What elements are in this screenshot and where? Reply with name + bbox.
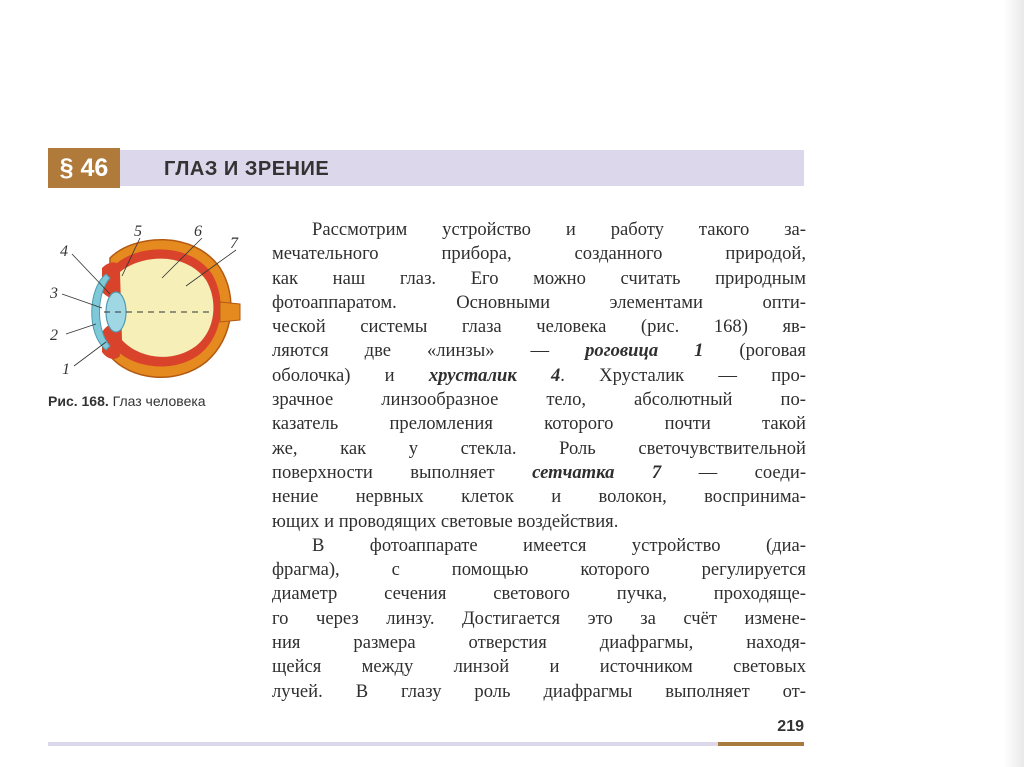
text-line: В фотоаппарате имеется устройство (диа- [312,534,806,556]
text-fragment: (роговая [739,340,806,362]
text-line: ющих и проводящих световые воздействия. [272,510,619,532]
text-line [272,364,806,388]
page-edge-shadow [1004,0,1024,767]
text-line: щейся между линзой и источником световых [272,656,806,678]
text-line: нение нервных клеток и волокон, воспринима- [272,486,806,508]
term-cornea: роговица 1 [585,340,704,362]
page-number: 219 [777,718,804,735]
text-line: ния размера отверстия диафрагмы, находя- [272,632,806,654]
eye-label-1: 1 [62,361,70,378]
eye-label-7: 7 [230,235,238,252]
text-fragment: — соеди- [698,461,807,483]
eye-label-2: 2 [50,327,58,344]
section-title: ГЛАЗ И ЗРЕНИЕ [164,158,330,180]
figure-caption-number: Рис. 168. [48,393,109,409]
text-line: зрачное линзообразное тело, абсолютный по- [272,389,806,411]
eye-label-6: 6 [194,223,202,240]
text-fragment: поверхности выполняет [272,461,495,483]
section-header-band [48,150,804,186]
term-lens: хрусталик 4 [428,364,561,386]
term-retina: сетчатка 7 [532,461,662,483]
eye-diagram-svg [44,216,254,386]
text-line [272,461,806,485]
text-line: ческой системы глаза человека (рис. 168) яв- [272,316,806,338]
figure-caption-text: Глаз человека [112,393,206,409]
eye-label-4: 4 [60,243,68,260]
text-line: как наш глаз. Его можно считать природным [272,267,806,289]
text-line: лучей. В глазу роль диафрагмы выполняет от- [272,680,806,702]
text-line: же, как у стекла. Роль светочувствительной [272,437,806,459]
footer-rule-accent [718,742,804,746]
footer-rule [48,742,718,746]
eye-diagram [44,216,254,386]
text-line: го через линзу. Достигается это за счёт измене- [272,607,806,629]
text-fragment: ляются две «линзы» — [272,340,550,362]
text-line: фотоаппаратом. Основными элементами опти- [272,291,806,313]
text-line: фрагма), с помощью которого регулируется [272,559,806,581]
text-line [272,339,806,363]
text-line: Рассмотрим устройство и работу такого за- [312,219,806,240]
text-fragment: . Хрусталик — про- [560,364,806,386]
text-line: мечательного прибора, созданного природой, [272,243,806,265]
text-line: казатель преломления которого почти такой [272,413,806,435]
eye-label-5: 5 [134,223,142,240]
eye-label-3: 3 [50,285,58,302]
eye-optic-nerve [220,302,240,322]
figure-caption [48,392,208,411]
text-fragment: оболочка) и [272,364,395,386]
text-line: диаметр сечения светового пучка, проходяще- [272,583,806,605]
body-text [272,218,806,704]
section-number-badge: § 46 [48,148,120,188]
